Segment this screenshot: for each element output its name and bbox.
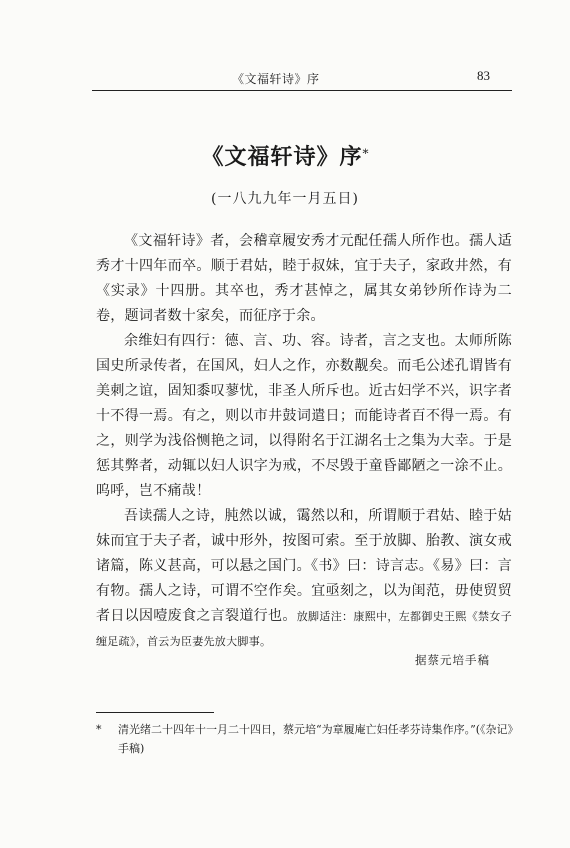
paragraph-3-text: 吾读孺人之诗，肫然以诚，霭然以和，所谓顺于君姑、睦于姑妹而宜于夫子者，诚中形外，按图可索。至于放脚、胎教、演女戒诸篇，陈义甚高，可以悬之国门。《书》曰：诗言志。《易》曰：言有物。孺人之诗，可谓不空作矣。宜亟刻之，以为闺范，毋使贸贸者日以因噎废食之言裂道行也。 <box>96 508 512 624</box>
inline-annotation: 放脚适注：康熙中，左都御史王熙《禁女子缠足疏》，首云为臣妻先放大脚事。 <box>96 610 513 648</box>
footnote-text: 清光绪二十四年十一月二十四日，蔡元培“为章履庵亡妇任孝芬诗集作序。”(《杂记》手稿) <box>118 723 514 755</box>
footnote-divider <box>96 712 214 713</box>
paragraph-1: 《文福轩诗》者，会稽章履安秀才元配任孺人所作也。孺人适秀才十四年而卒。顺于君姑，睦于叔妹，宜于夫子，家政井然，有《实录》十四册。其卒也，秀才甚悼之，属其女弟钞所作诗为二卷，题词者数十家矣，而征序于余。 <box>96 233 512 324</box>
page-number: 83 <box>477 68 490 83</box>
footnote-mark: * <box>96 723 102 736</box>
date-line: (一八九九年一月五日) <box>211 191 359 207</box>
running-title: 《文福轩诗》序 <box>232 72 320 86</box>
page-title: 《文福轩诗》序 <box>201 144 363 170</box>
body-text <box>96 229 512 654</box>
footnote <box>96 720 518 758</box>
source-note: 据蔡元培手稿 <box>415 653 490 667</box>
footnote-reference-mark: * <box>362 146 369 161</box>
title-block <box>0 140 570 171</box>
running-header <box>92 68 512 91</box>
paragraph-2: 余维妇有四行：德、言、功、容。诗者，言之支也。太师所陈国史所录传者，在国风，妇人之作，亦数觏矣。而毛公述孔谓皆有美刺之谊，固知黍叹蓼忧，非圣人所斥也。近古妇学不兴，识字者十不得一焉。有之，则以市井鼓词遣日；而能诗者百不得一焉。有之，则学为浅俗恻艳之词，以得附名于江湖名士之集为大幸。于是惩其弊者，动辄以妇人识字为戒，不尽毁于童昏鄙陋之一涂不止。呜呼，岂不痛哉！ <box>96 333 512 499</box>
paragraph-3 <box>96 504 512 654</box>
